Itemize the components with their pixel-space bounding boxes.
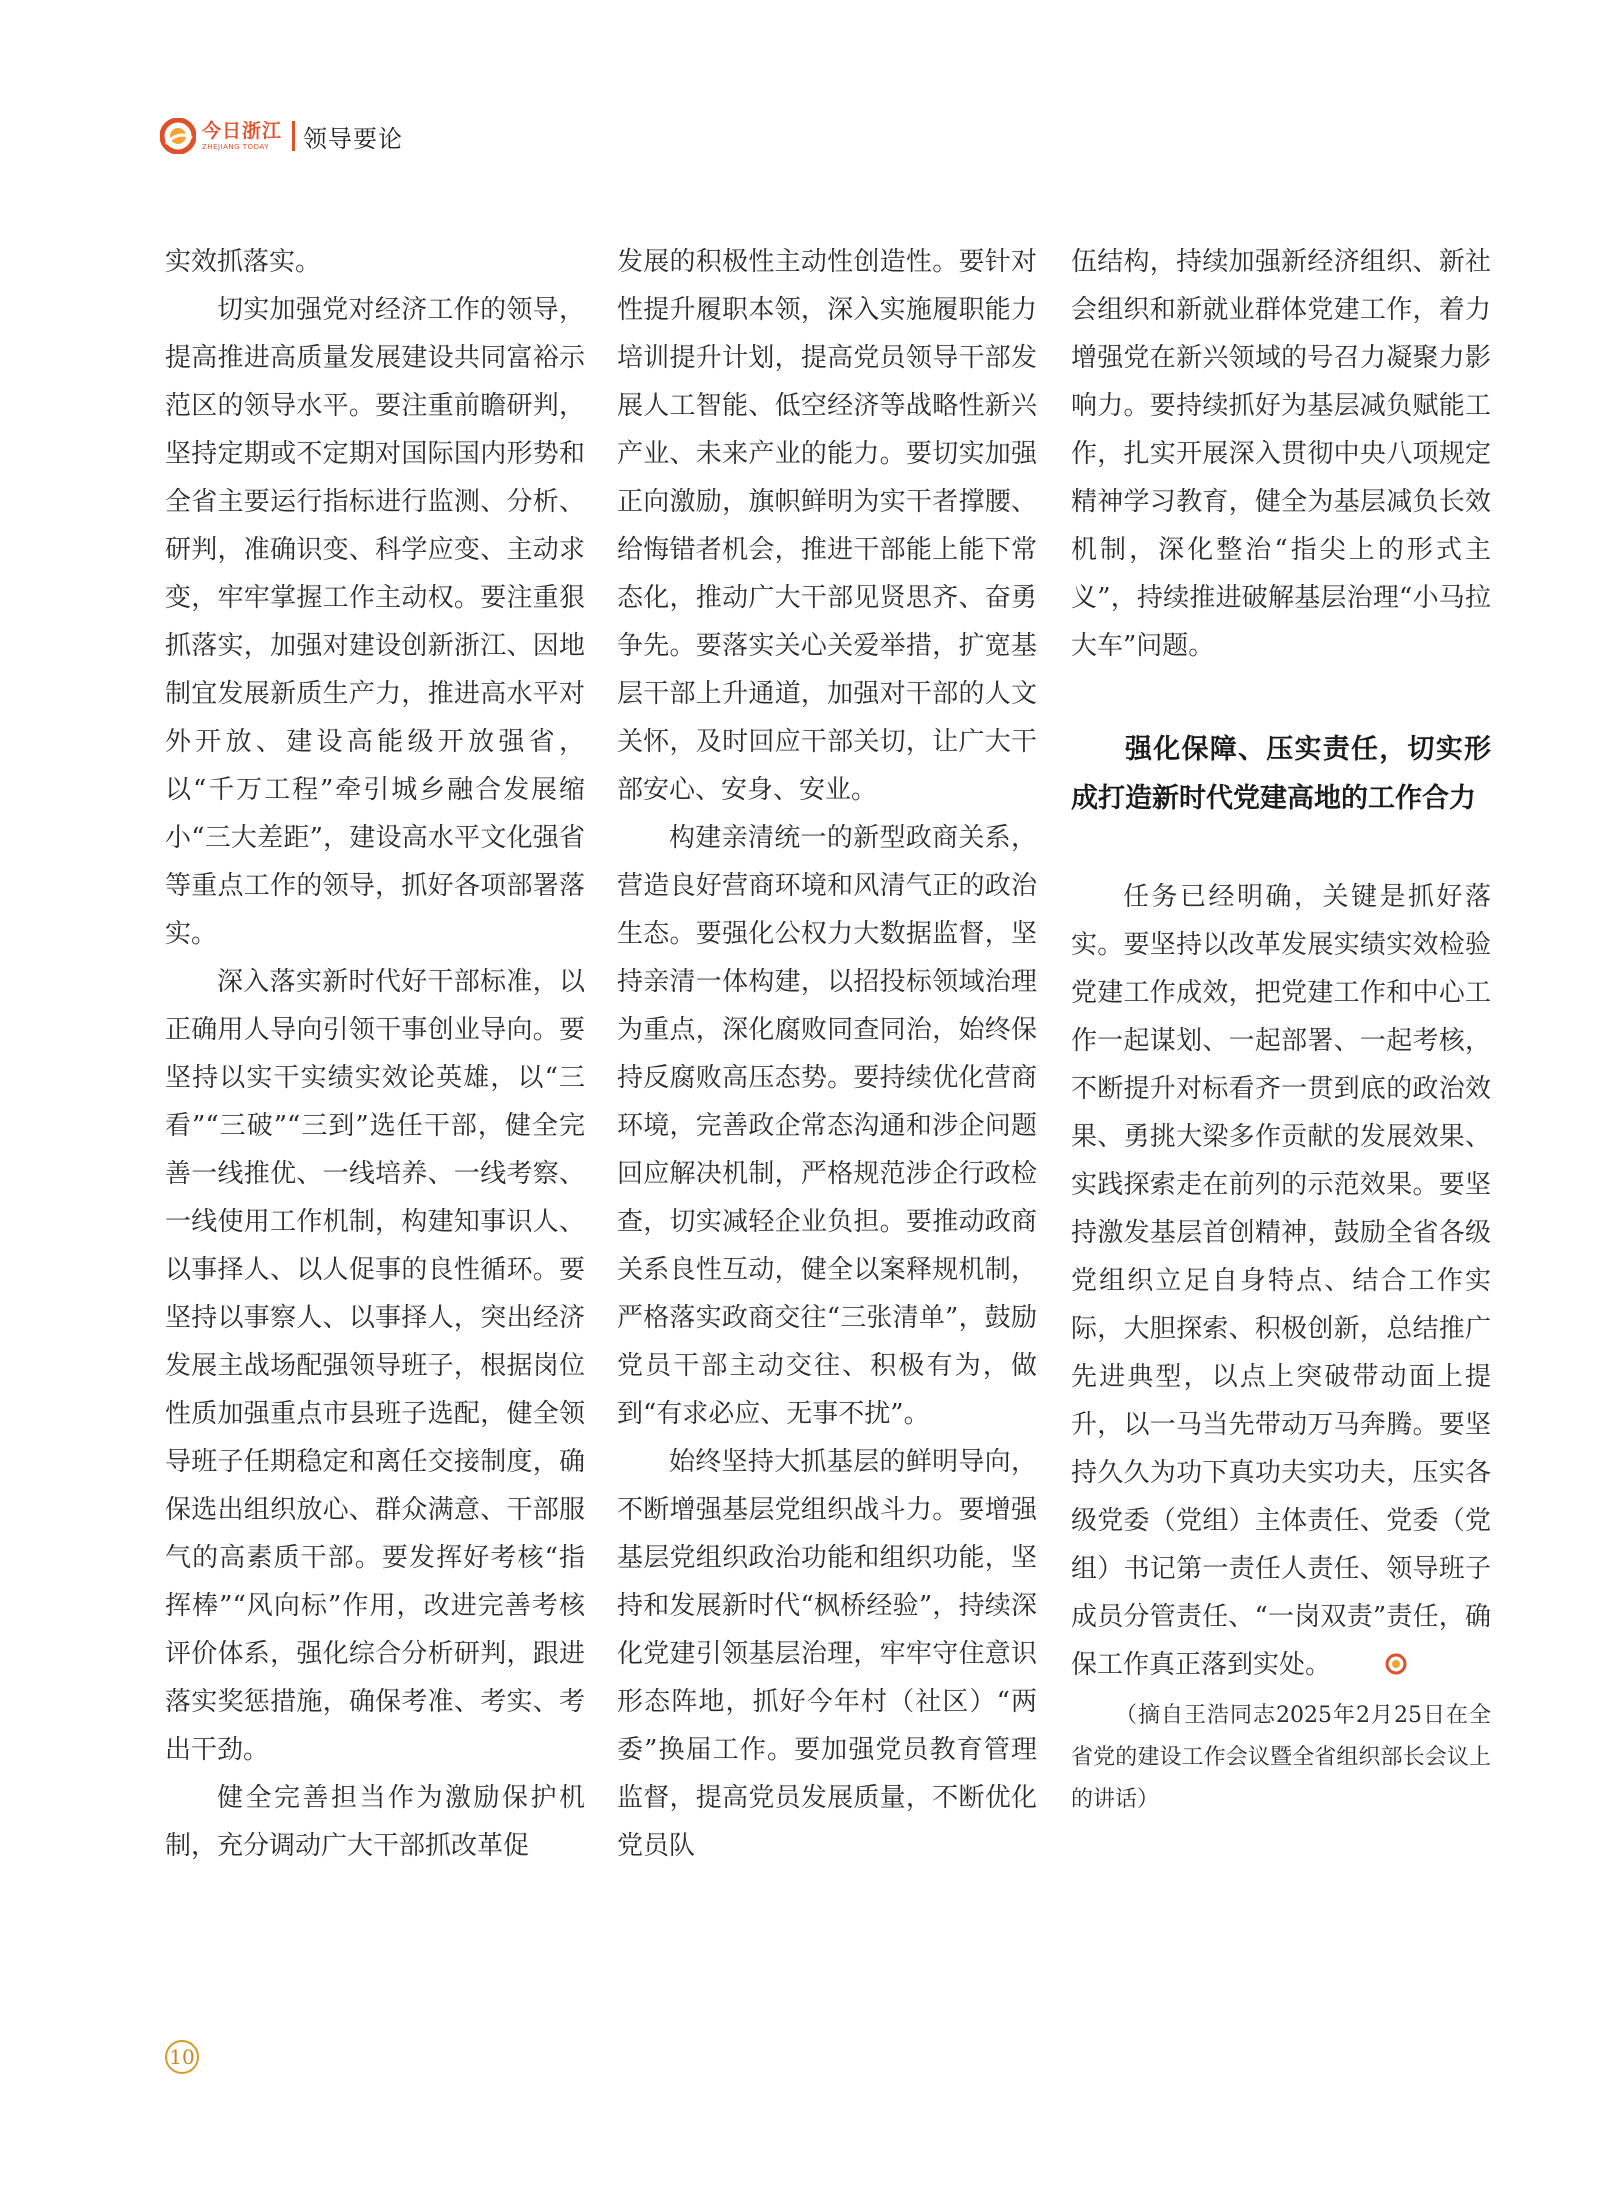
- article-column-2: [617, 238, 1037, 1870]
- end-mark-icon: [1333, 1643, 1355, 1665]
- paragraph-text: 任务已经明确，关键是抓好落实。要坚持以改革发展实绩实效检验党建工作成效，把党建工作和中心工作一起谋划、一起部署、一起考核，不断提升对标看齐一贯到底的政治效果、勇挑大梁多作贡献的发展效果、实践探索走在前列的示范效果。要坚持激发基层首创精神，鼓励全省各级党组织立足自身特点、结合工作实际，大胆探索、积极创新，总结推广先进典型，以点上突破带动面上提升，以一马当先带动万马奔腾。要坚持久久为功下真功夫实功夫，压实各级党委（党组）主体责任、党委（党组）书记第一责任人责任、领导班子成员分管责任、“一岗双责”责任，确保工作真正落到实处。: [1071, 882, 1491, 1680]
- page-header: [160, 118, 403, 154]
- source-note: （摘自王浩同志2025年2月25日在全省党的建设工作会议暨全省组织部长会议上的讲话）: [1071, 1703, 1491, 1812]
- paragraph: 切实加强党对经济工作的领导，提高推进高质量发展建设共同富裕示范区的领导水平。要注重前瞻研判，坚持定期或不定期对国际国内形势和全省主要运行指标进行监测、分析、研判，准确识变、科学应变、主动求变，牢牢掌握工作主动权。要注重狠抓落实，加强对建设创新浙江、因地制宜发展新质生产力，推进高水平对外开放、建设高能级开放强省，以“千万工程”牵引城乡融合发展缩小“三大差距”，建设高水平文化强省等重点工作的领导，抓好各项部署落实。: [165, 295, 585, 949]
- paragraph: 构建亲清统一的新型政商关系，营造良好营商环境和风清气正的政治生态。要强化公权力大数据监督，坚持亲清一体构建，以招投标领域治理为重点，深化腐败同查同治，始终保持反腐败高压态势。要持续优化营商环境，完善政企常态沟通和涉企问题回应解决机制，严格规范涉企行政检查，切实减轻企业负担。要推动政商关系良性互动，健全以案释规机制，严格落实政商交往“三张清单”，鼓励党员干部主动交往、积极有为，做到“有求必应、无事不扰”。: [617, 823, 1037, 1429]
- article-column-1: [165, 238, 585, 1870]
- paragraph: 深入落实新时代好干部标准，以正确用人导向引领干事创业导向。要坚持以实干实绩实效论英雄，以“三看”“三破”“三到”选任干部，健全完善一线推优、一线培养、一线考察、一线使用工作机制，构建知事识人、以事择人、以人促事的良性循环。要坚持以事察人、以事择人，突出经济发展主战场配强领导班子，根据岗位性质加强重点市县班子选配，健全领导班子任期稳定和离任交接制度，确保选出组织放心、群众满意、干部服气的高素质干部。要发挥好考核“指挥棒”“风向标”作用，改进完善考核评价体系，强化综合分析研判，跟进落实奖惩措施，确保考准、考实、考出干劲。: [165, 967, 585, 1765]
- logo-subtitle: ZHEJIANG TODAY: [202, 142, 269, 151]
- logo-title: 今日浙江: [202, 119, 283, 142]
- page-number: 10: [165, 2040, 199, 2074]
- header-divider: [292, 121, 295, 151]
- closing-paragraph: [1071, 873, 1491, 1689]
- paragraph: 伍结构，持续加强新经济组织、新社会组织和新就业群体党建工作，着力增强党在新兴领域的号召力凝聚力影响力。要持续抓好为基层减负赋能工作，扎实开展深入贯彻中央八项规定精神学习教育，健全为基层减负长效机制，深化整治“指尖上的形式主义”，持续推进破解基层治理“小马拉大车”问题。: [1071, 247, 1491, 661]
- zhejiang-today-logo-icon: [160, 118, 196, 154]
- section-heading: 强化保障、压实责任，切实形成打造新时代党建高地的工作合力: [1071, 734, 1491, 814]
- article-column-3: [1071, 238, 1491, 1821]
- logo-wordmark: [202, 119, 283, 151]
- paragraph: 始终坚持大抓基层的鲜明导向，不断增强基层党组织战斗力。要增强基层党组织政治功能和组织功能，坚持和发展新时代“枫桥经验”，持续深化党建引领基层治理，牢牢守住意识形态阵地，抓好今年村（社区）“两委”换届工作。要加强党员教育管理监督，提高党员发展质量，不断优化党员队: [617, 1447, 1037, 1861]
- paragraph: 发展的积极性主动性创造性。要针对性提升履职本领，深入实施履职能力培训提升计划，提高党员领导干部发展人工智能、低空经济等战略性新兴产业、未来产业的能力。要切实加强正向激励，旗帜鲜明为实干者撑腰、给悔错者机会，推进干部能上能下常态化，推动广大干部见贤思齐、奋勇争先。要落实关心关爱举措，扩宽基层干部上升通道，加强对干部的人文关怀，及时回应干部关切，让广大干部安心、安身、安业。: [617, 247, 1037, 805]
- section-title: 领导要论: [303, 124, 404, 153]
- paragraph: 实效抓落实。: [165, 247, 322, 277]
- paragraph: 健全完善担当作为激励保护机制，充分调动广大干部抓改革促: [165, 1783, 585, 1861]
